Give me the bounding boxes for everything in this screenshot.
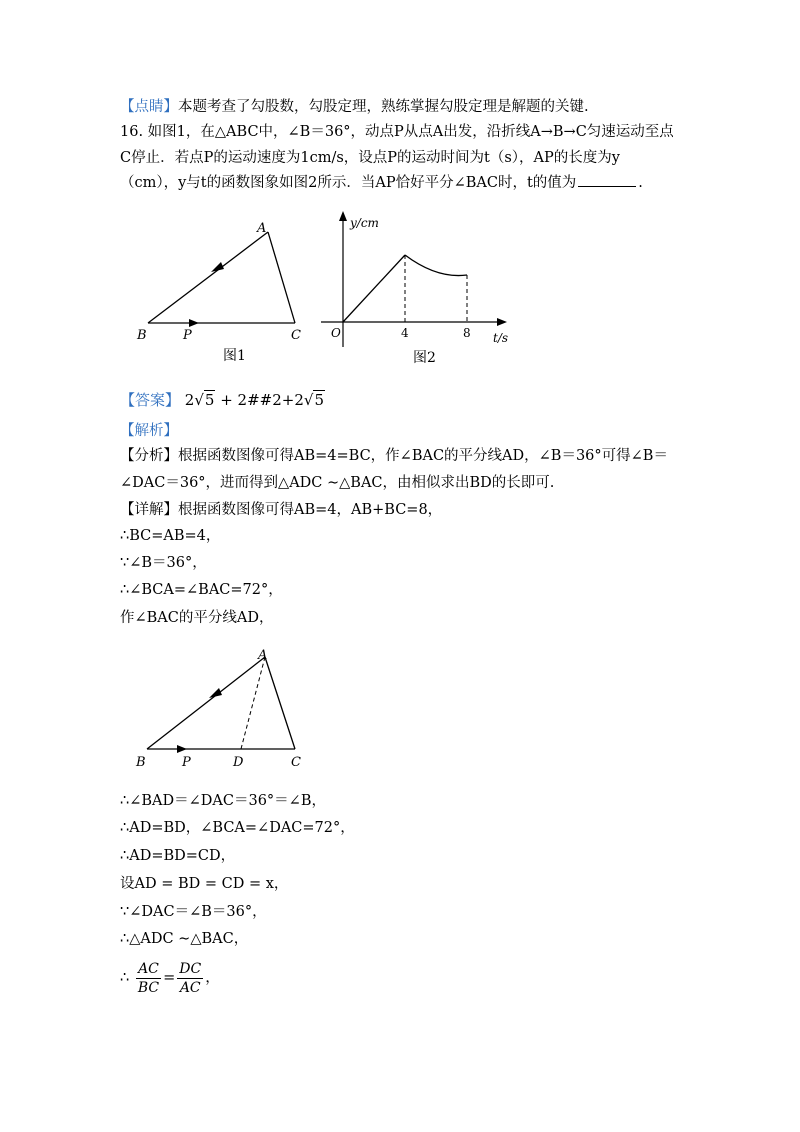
fig1-arrow-ab	[211, 262, 224, 272]
detail-bracket: 【详解】	[120, 502, 178, 518]
fig3-label-c: C	[291, 755, 301, 770]
fig1-side-ab	[148, 232, 268, 323]
answer-sqrt-b: 5	[314, 391, 325, 409]
fig2-x-arrow	[497, 318, 507, 326]
fig1-caption: 图1	[223, 348, 246, 364]
step-line-6: ∴△ADC ∼△BAC，	[120, 931, 249, 947]
answer-line: 【答案】 2√5 + 2##2+2√5	[120, 391, 325, 409]
frac2-numerator: DC	[179, 960, 202, 977]
fig1-label-b: B	[137, 328, 147, 343]
answer-blank	[578, 174, 636, 187]
fig3-label-a: A	[258, 648, 268, 663]
final-prefix: ∴	[120, 970, 130, 986]
step-line-1: ∴∠BAD＝∠DAC＝36°＝∠B，	[120, 793, 326, 809]
analysis-bracket: 【分析】	[120, 448, 178, 464]
fig2-tick-4: 4	[401, 326, 409, 340]
problem-line-3	[120, 173, 643, 193]
fig3-side-ab	[147, 657, 265, 749]
answer-bracket: 【答案】	[120, 391, 181, 409]
frac1-denominator: BC	[137, 979, 160, 996]
fraction-dc-ac	[177, 960, 203, 997]
fig3-label-p: P	[182, 755, 191, 770]
analysis-line-2: ∠DAC＝36°，进而得到△ADC ∼△BAC，由相似求出BD的长即可.	[120, 475, 555, 491]
problem-line-1: 16. 如图1，在△ABC中，∠B＝36°，动点P从点A出发，沿折线A→B→C匀速运动至点	[120, 124, 674, 140]
fig2-origin: O	[331, 326, 341, 340]
detail-line-5: 作∠BAC的平分线AD，	[120, 610, 274, 626]
fig2-y-label: y/cm	[350, 216, 379, 230]
step-line-3: ∴AD=BD=CD，	[120, 848, 236, 864]
answer-coef: 2	[184, 391, 195, 409]
step-line-2: ∴AD=BD，∠BCA=∠DAC=72°，	[120, 820, 355, 836]
detail-line-2: ∴BC=AB=4，	[120, 528, 221, 544]
frac2-denominator: AC	[179, 979, 201, 996]
detail-line-1	[120, 500, 442, 520]
fig2-curve	[405, 255, 467, 276]
detail-line-3: ∵∠B＝36°，	[120, 555, 207, 571]
final-eq: =	[163, 970, 176, 986]
fig1-label-c: C	[291, 328, 301, 343]
fig3-bisector-ad	[241, 657, 265, 749]
dianjing-line	[120, 97, 589, 117]
fraction-ac-bc	[136, 960, 161, 997]
final-line	[120, 958, 220, 998]
frac1-numerator: AC	[136, 960, 161, 979]
jiexi-header: 【解析】	[120, 423, 178, 439]
step-line-5: ∵∠DAC＝∠B＝36°，	[120, 904, 267, 920]
fig3-label-b: B	[136, 755, 146, 770]
detail-line-4: ∴∠BCA=∠BAC=72°，	[120, 582, 283, 598]
fig2-y-arrow	[339, 211, 347, 221]
analysis-text-1: 根据函数图像可得AB=4=BC，作∠BAC的平分线AD，∠B＝36°可得∠B＝	[178, 448, 668, 464]
answer-sqrt-a: 5	[204, 391, 215, 409]
answer-middle: + 2##2+2	[215, 391, 304, 409]
problem-line-2: C停止．若点P的运动速度为1cm/s，设点P的运动时间为t（s），AP的长度为y	[120, 150, 620, 166]
fig2-segment-line	[343, 255, 405, 322]
figure-2	[315, 205, 525, 380]
fig3-side-ac	[265, 657, 295, 749]
fig2-x-label: t/s	[493, 331, 509, 345]
figure-1	[125, 210, 325, 380]
fig1-arrow-bc	[189, 319, 199, 327]
dianjing-text: 本题考查了勾股数，勾股定理，熟练掌握勾股定理是解题的关键.	[178, 99, 589, 115]
dianjing-bracket: 【点睛】	[120, 99, 178, 115]
fig2-caption: 图2	[413, 350, 436, 366]
fig1-label-p: P	[183, 328, 192, 343]
step-line-4: 设AD = BD = CD = x，	[120, 876, 289, 892]
figure-3	[125, 645, 325, 775]
problem-line-3-text: （cm），y与t的函数图象如图2所示．当AP恰好平分∠BAC时，t的值为	[120, 175, 577, 191]
problem-line-3-end: .	[638, 175, 643, 191]
fig2-tick-8: 8	[463, 326, 471, 340]
analysis-line-1	[120, 446, 668, 466]
fig3-arrow-ab	[209, 688, 222, 698]
final-suffix: ，	[205, 970, 220, 986]
fig1-label-a: A	[257, 221, 267, 236]
fig1-side-ac	[268, 232, 295, 323]
fig3-arrow-bc	[177, 745, 187, 753]
fig3-label-d: D	[233, 755, 244, 770]
detail-text-1: 根据函数图像可得AB=4，AB+BC=8，	[178, 502, 443, 518]
